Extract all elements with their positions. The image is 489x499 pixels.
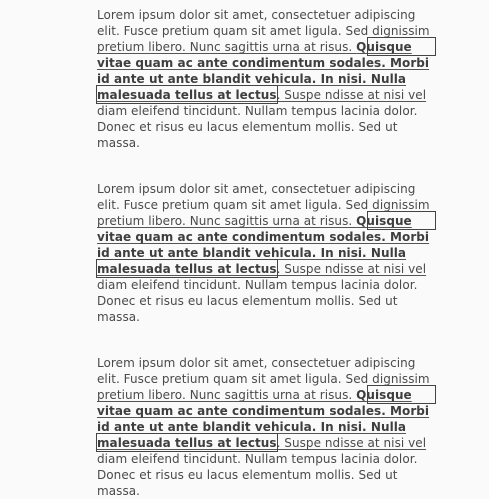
- plain-text: elit. Fusce pretium quam sit amet ligula. Sed dignissim: [97, 24, 430, 38]
- plain-text: Donec et risus eu lacus elementum mollis. Sed ut: [97, 120, 398, 134]
- text-line: [97, 71, 441, 87]
- text-line: [97, 293, 441, 309]
- text-line: [97, 277, 441, 293]
- plain-text: Donec et risus eu lacus elementum mollis. Sed ut: [97, 294, 398, 308]
- text-line: [97, 229, 441, 245]
- text-line: [97, 261, 441, 277]
- text-line: [97, 435, 441, 451]
- plain-text: diam eleifend tincidunt. Nullam tempus lacinia dolor.: [97, 104, 418, 118]
- text-line: [97, 87, 441, 103]
- bold-highlight-text: malesuada tellus at lectus: [97, 436, 277, 450]
- paragraph: [97, 181, 441, 325]
- plain-text: elit. Fusce pretium quam sit amet ligula. Sed dignissim: [97, 198, 430, 212]
- text-line: [97, 103, 441, 119]
- underlined-text: pretium libero. Nunc sagittis urna at risus.: [97, 388, 357, 402]
- paragraph: [97, 7, 441, 151]
- plain-text: massa.: [97, 484, 141, 498]
- bold-highlight-text: malesuada tellus at lectus: [97, 262, 277, 276]
- plain-text: Lorem ipsum dolor sit amet, consectetuer adipiscing: [97, 356, 416, 370]
- plain-text: elit. Fusce pretium quam sit amet ligula. Sed dignissim: [97, 372, 430, 386]
- text-line: [97, 371, 441, 387]
- paragraph: [97, 355, 441, 499]
- bold-highlight-text: vitae quam ac ante condimentum sodales. Morbi: [97, 230, 430, 244]
- plain-text: massa.: [97, 310, 141, 324]
- bold-highlight-text: vitae quam ac ante condimentum sodales. Morbi: [97, 56, 430, 70]
- underlined-text: pretium libero. Nunc sagittis urna at risus.: [97, 40, 357, 54]
- bold-highlight-text: vitae quam ac ante condimentum sodales. Morbi: [97, 404, 430, 418]
- text-line: [97, 355, 441, 371]
- text-line: [97, 7, 441, 23]
- bold-highlight-text: id ante ut ante blandit vehicula. In nisi. Nulla: [97, 420, 407, 434]
- text-line: [97, 403, 441, 419]
- text-line: [97, 483, 441, 499]
- text-line: [97, 181, 441, 197]
- bold-highlight-text: Quisque: [356, 40, 412, 54]
- bold-highlight-text: id ante ut ante blandit vehicula. In nisi. Nulla: [97, 246, 407, 260]
- text-line: [97, 245, 441, 261]
- text-line: [97, 467, 441, 483]
- bold-highlight-text: malesuada tellus at lectus: [97, 88, 277, 102]
- text-line: [97, 119, 441, 135]
- text-line: [97, 23, 441, 39]
- text-line: [97, 419, 441, 435]
- bold-highlight-text: Quisque: [356, 214, 412, 228]
- plain-text: massa.: [97, 136, 141, 150]
- underlined-text: . Suspe ndisse at nisi vel: [276, 436, 427, 450]
- text-line: [97, 39, 441, 55]
- plain-text: diam eleifend tincidunt. Nullam tempus lacinia dolor.: [97, 278, 418, 292]
- plain-text: Donec et risus eu lacus elementum mollis. Sed ut: [97, 468, 398, 482]
- text-line: [97, 135, 441, 151]
- text-line: [97, 387, 441, 403]
- plain-text: Lorem ipsum dolor sit amet, consectetuer adipiscing: [97, 8, 416, 22]
- underlined-text: . Suspe ndisse at nisi vel: [276, 88, 427, 102]
- underlined-text: . Suspe ndisse at nisi vel: [276, 262, 427, 276]
- plain-text: Lorem ipsum dolor sit amet, consectetuer adipiscing: [97, 182, 416, 196]
- text-line: [97, 213, 441, 229]
- text-line: [97, 55, 441, 71]
- text-line: [97, 309, 441, 325]
- text-line: [97, 197, 441, 213]
- plain-text: diam eleifend tincidunt. Nullam tempus lacinia dolor.: [97, 452, 418, 466]
- underlined-text: pretium libero. Nunc sagittis urna at risus.: [97, 214, 357, 228]
- bold-highlight-text: Quisque: [356, 388, 412, 402]
- bold-highlight-text: id ante ut ante blandit vehicula. In nisi. Nulla: [97, 72, 407, 86]
- text-line: [97, 451, 441, 467]
